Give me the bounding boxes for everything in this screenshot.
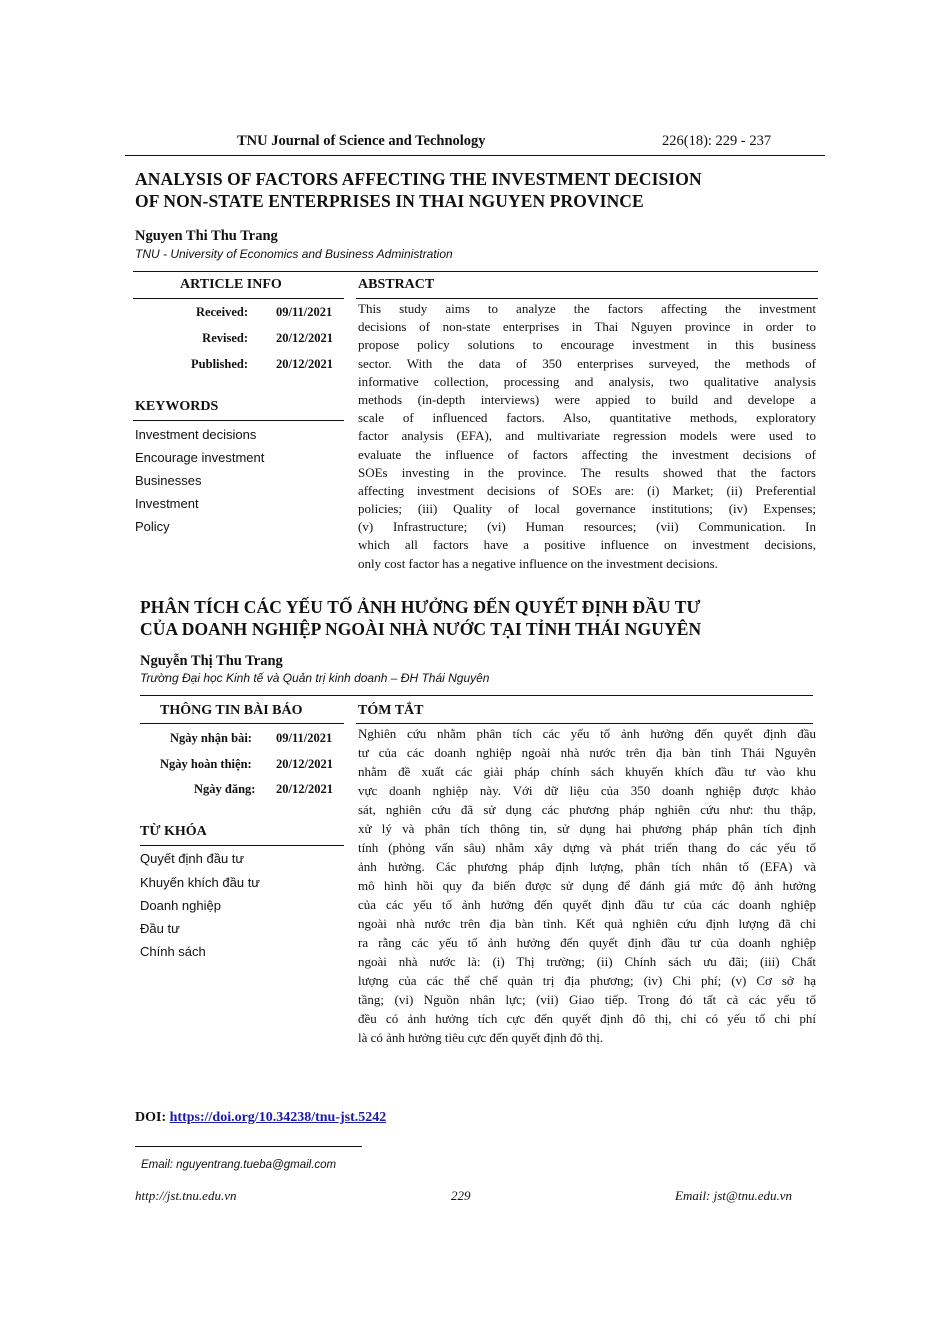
title-line: PHÂN TÍCH CÁC YẾU TỐ ẢNH HƯỞNG ĐẾN QUYẾT ĐỊNH ĐẦU TƯ — [140, 597, 701, 617]
abstract-line: xử lý và phân tích thông tin, sử dụng hai phương pháp phân tích định — [358, 821, 816, 836]
revised-label: Revised: — [202, 331, 248, 345]
doi — [135, 1110, 386, 1126]
abstract-line: nhằm đề xuất các giải pháp chính sách khuyến khích đầu tư vào khu — [358, 764, 816, 779]
abstract-line: ảnh hưởng. Các phương pháp định lượng, phân tích nhân tố (EFA) và — [358, 859, 816, 874]
article-title-vi — [140, 596, 820, 640]
abstract-line: which all factors have a positive influence on investment decisions, — [358, 537, 816, 553]
abstract-line: informative collection, processing and analysis, two qualitative analysis — [358, 373, 816, 389]
keywords-rule — [133, 420, 344, 421]
keyword-item: Đầu tư — [140, 921, 180, 936]
keyword-item: Investment — [135, 496, 199, 511]
abstract-line: là có ảnh hưởng tiêu cực đến quyết định đô thị. — [358, 1030, 604, 1045]
keyword-item: Chính sách — [140, 944, 206, 959]
keyword-item: Businesses — [135, 473, 202, 488]
abstract-line: tầng; (vi) Nguồn nhân lực; (vii) Giao tiếp. Trong đó tất cả các yếu tố — [358, 992, 816, 1007]
info-rule — [133, 298, 344, 299]
article-title-en — [135, 168, 815, 212]
author-en: Nguyen Thi Thu Trang — [135, 228, 278, 244]
abstract-line: ngoài nhà nước trên địa bàn tỉnh. Kết quả nghiên cứu định lượng đã chỉ — [358, 916, 816, 931]
title-line: CỦA DOANH NGHIỆP NGOÀI NHÀ NƯỚC TẠI TỈNH THÁI NGUYÊN — [140, 619, 702, 639]
abstract-line: propose policy solutions to encourage investment in this business — [358, 337, 816, 353]
abstract-line: This study aims to analyze the factors affecting the investment — [358, 301, 816, 316]
keyword-item: Policy — [135, 519, 170, 534]
keyword-item: Doanh nghiệp — [140, 898, 221, 913]
abstract-line: policies; (iii) Quality of local governance institutions; (iv) Expenses; — [358, 501, 816, 517]
abstract-line: Nghiên cứu nhằm phân tích các yếu tố ảnh hưởng đến quyết định đầu — [358, 726, 816, 741]
received-date: 09/11/2021 — [276, 305, 333, 319]
revised-date: 20/12/2021 — [276, 331, 333, 345]
published-date: 20/12/2021 — [276, 357, 333, 371]
affiliation-en: TNU - University of Economics and Business Administration — [135, 247, 453, 261]
abstract-line: affecting investment decisions of SOEs are: (i) Market; (ii) Preferential — [358, 482, 816, 498]
footer-url[interactable]: http://jst.tnu.edu.vn — [135, 1188, 237, 1203]
keyword-item: Quyết định đầu tư — [140, 851, 245, 866]
abstract-text-en — [358, 300, 816, 573]
abstract-line: SOEs investing in the province. The results showed that the factors — [358, 464, 816, 480]
abstract-line: đều có ảnh hưởng tích cực đến quyết định đô thị, chỉ có yếu tố chi phí — [358, 1011, 816, 1026]
abstract-line: mô hình hồi quy đa biến được sử dụng để đánh giá mức độ ảnh hưởng — [358, 878, 816, 893]
volume-pages: 226(18): 229 - 237 — [662, 133, 772, 149]
abstract-line: sát, nghiên cứu đã sử dụng các phương pháp nghiên cứu như: thu thập, — [358, 802, 816, 817]
abstract-text-vi — [358, 724, 816, 1047]
revised-date: 20/12/2021 — [276, 757, 333, 771]
keyword-item: Khuyến khích đầu tư — [140, 875, 261, 890]
author-email: Email: nguyentrang.tueba@gmail.com — [141, 1159, 337, 1171]
abstract-heading: TÓM TẮT — [358, 703, 424, 718]
abstract-line: factor analysis (EFA), and multivariate regression models were used to — [358, 428, 816, 444]
received-date: 09/11/2021 — [276, 731, 333, 745]
title-line: OF NON-STATE ENTERPRISES IN THAI NGUYEN PROVINCE — [135, 191, 644, 211]
keywords-heading: TỪ KHÓA — [140, 824, 207, 839]
abstract-line: evaluate the influence of factors affecting the investment decisions of — [358, 446, 816, 462]
abstract-line: tư của các doanh nghiệp ngoài nhà nước trên địa bàn tỉnh Thái Nguyên — [358, 745, 816, 760]
journal-name: TNU Journal of Science and Technology — [237, 133, 486, 149]
keyword-item: Encourage investment — [135, 450, 265, 465]
abstract-heading: ABSTRACT — [358, 277, 435, 292]
abstract-line: decisions of non-state enterprises in Thai Nguyen province in order to — [358, 319, 816, 335]
abstract-line: (v) Infrastructure; (vi) Human resources; (vii) Communication. In — [358, 519, 816, 535]
received-label: Received: — [195, 305, 248, 319]
info-rule — [140, 723, 344, 724]
header-divider — [125, 155, 825, 156]
abstract-line: scale of influenced factors. Also, quantitative methods, exploratory — [358, 410, 816, 426]
abstract-line: ngoài nhà nước là: (i) Thị trường; (ii) Chính sách ưu đãi; (iii) Chất — [358, 954, 816, 969]
author-vi: Nguyễn Thị Thu Trang — [140, 653, 283, 669]
section-top-rule — [133, 271, 818, 272]
section-top-rule — [140, 695, 813, 696]
abstract-line: tính (phỏng vấn sâu) nhằm xây dựng và phát triển thang đo các yếu tố — [358, 840, 816, 855]
article-info-heading: THÔNG TIN BÀI BÁO — [160, 703, 303, 718]
keywords-heading: KEYWORDS — [135, 399, 219, 414]
received-label: Ngày nhận bài: — [170, 731, 252, 745]
affiliation-vi: Trường Đại học Kinh tế và Quản trị kinh doanh – ĐH Thái Nguyên — [140, 671, 490, 685]
article-info-heading: ARTICLE INFO — [180, 277, 282, 292]
doi-link[interactable]: https://doi.org/10.34238/tnu-jst.5242 — [169, 1110, 387, 1125]
page-number: 229 — [451, 1188, 471, 1203]
abstract-line: sector. With the data of 350 enterprises surveyed, the methods of — [358, 355, 816, 371]
abstract-line: lượng của các thể chế quản trị địa phương; (iv) Chi phí; (v) Cơ sở hạ — [358, 973, 816, 988]
keyword-item: Investment decisions — [135, 427, 257, 442]
revised-label: Ngày hoàn thiện: — [160, 757, 252, 771]
abstract-line: methods (in-depth interviews) were appied to build and develope a — [358, 391, 816, 407]
title-line: ANALYSIS OF FACTORS AFFECTING THE INVESTMENT DECISION — [135, 169, 702, 189]
abstract-line: only cost factor has a negative influence on the investment decisions. — [358, 555, 718, 571]
doi-label: DOI: — [135, 1110, 167, 1125]
published-label: Ngày đăng: — [194, 782, 256, 796]
abstract-line: vực doanh nghiệp này. Với dữ liệu của 350 doanh nghiệp được khảo — [358, 783, 816, 798]
footer-email: Email: jst@tnu.edu.vn — [675, 1188, 793, 1203]
abstract-line: ra rằng các yếu tố ảnh hưởng đến quyết định đầu tư của doanh nghiệp — [358, 935, 816, 950]
published-label: Published: — [191, 357, 248, 371]
keywords-rule — [140, 845, 344, 846]
abstract-rule — [356, 298, 818, 299]
footnote-rule — [135, 1146, 362, 1147]
published-date: 20/12/2021 — [276, 782, 333, 796]
abstract-line: của các yếu tố ảnh hưởng đến quyết định đầu tư của các doanh nghiệp — [358, 897, 816, 912]
